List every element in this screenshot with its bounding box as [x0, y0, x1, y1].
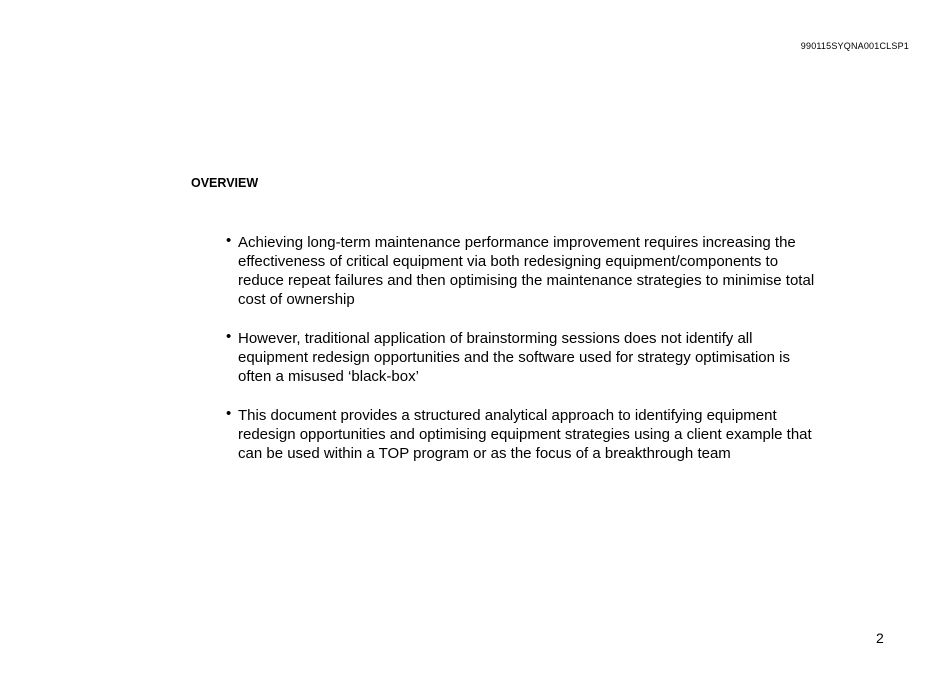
bullet-icon: •: [226, 405, 232, 422]
overview-bullet-list: [226, 233, 816, 483]
bullet-text: Achieving long-term maintenance performance improvement requires increasing the effectiveness of critical equipment via both redesigning equipment/components to reduce repeat failures and then optimising the maintenance strategies to minimise total cost of ownership: [238, 234, 815, 308]
bullet-item: [226, 329, 816, 386]
bullet-icon: •: [226, 232, 232, 249]
section-title: OVERVIEW: [191, 176, 259, 190]
page-number: 2: [876, 630, 884, 646]
bullet-icon: •: [226, 328, 232, 345]
bullet-item: [226, 406, 816, 463]
bullet-text: This document provides a structured analytical approach to identifying equipment redesign opportunities and optimising equipment strategies using a client example that can be used within a TOP program or as the focus of a breakthrough team: [238, 407, 812, 462]
document-code: 990115SYQNA001CLSP1: [800, 41, 909, 51]
bullet-text: However, traditional application of brainstorming sessions does not identify all equipment redesign opportunities and the software used for strategy optimisation is often a misused ‘black-box’: [238, 330, 790, 385]
bullet-item: [226, 233, 816, 309]
